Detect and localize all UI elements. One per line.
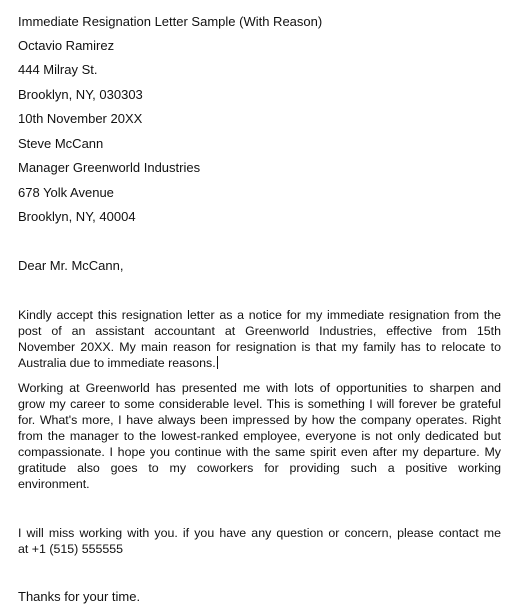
recipient-city-line: Brooklyn, NY, 40004 (18, 209, 136, 224)
document-title: Immediate Resignation Letter Sample (With Reason) (18, 14, 323, 29)
paragraph-line: November 20XX. My main reason for resignation is that my family has to relocate to (18, 340, 501, 354)
sender-name: Octavio Ramirez (18, 38, 115, 53)
paragraph-line: Working at Greenworld has presented me with lots of opportunities to sharpen and (18, 381, 501, 395)
paragraph-line: gratitude also goes to my coworkers for providing such a positive working (18, 461, 501, 475)
sender-street: 444 Milray St. (18, 62, 98, 77)
paragraph-line: environment. (18, 477, 90, 491)
closing: Thanks for your time. (18, 589, 141, 604)
recipient-name: Steve McCann (18, 136, 104, 151)
paragraph-line: post of an assistant accountant at Greenworld Industries, effective from 15th (18, 324, 501, 338)
text-cursor (217, 356, 218, 369)
paragraph-line-with-cursor[interactable] (18, 355, 501, 371)
paragraph-line: from the manager to the lowest-ranked employee, everyone is not only dedicated but (18, 429, 501, 443)
recipient-title-company: Manager Greenworld Industries (18, 160, 201, 175)
paragraph-gratitude (18, 380, 501, 492)
paragraph-line: Kindly accept this resignation letter as a notice for my immediate resignation from the (18, 308, 501, 322)
sender-city-line: Brooklyn, NY, 030303 (18, 87, 143, 102)
paragraph-line: for. What's more, I have always been impressed by how the company operates. Right (18, 413, 501, 427)
recipient-street: 678 Yolk Avenue (18, 185, 114, 200)
salutation: Dear Mr. McCann, (18, 258, 124, 273)
paragraph-line: I will miss working with you. if you have any question or concern, please contact me (18, 526, 501, 540)
paragraph-line-text: Australia due to immediate reasons. (18, 356, 216, 370)
paragraph-line: at +1 (515) 555555 (18, 542, 124, 556)
paragraph-notice (18, 307, 501, 371)
letter-date: 10th November 20XX (18, 111, 143, 126)
paragraph-line: grow my career to some considerable level. This is something I will forever be grateful (18, 397, 501, 411)
paragraph-line: compassionate. I hope you continue with the same spirit even after my departure. My (18, 445, 501, 459)
paragraph-contact (18, 525, 501, 557)
